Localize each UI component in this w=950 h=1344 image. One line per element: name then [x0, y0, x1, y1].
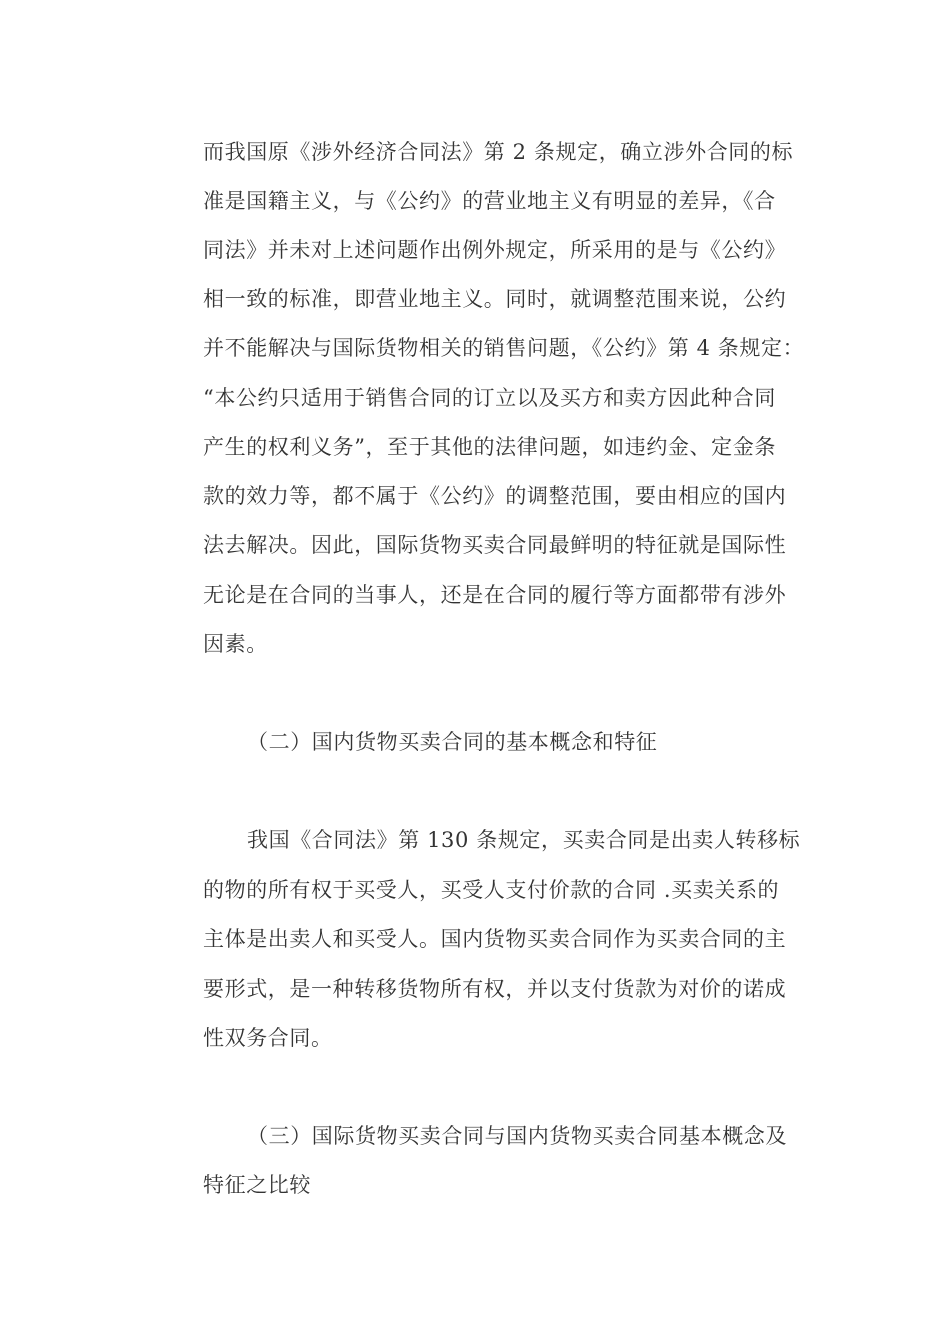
paragraph-line: 款的效力等，都不属于《公约》的调整范围，要由相应的国内 — [203, 484, 787, 508]
paragraph-line: “本公约只适用于销售合同的订立以及买方和卖方因此种合同 — [203, 386, 776, 410]
paragraph-line: 我国《合同法》第 130 条规定，买卖合同是出卖人转移标 — [247, 828, 801, 852]
paragraph-line: 法去解决。因此，国际货物买卖合同最鲜明的特征就是国际性 — [203, 533, 787, 557]
paragraph-line: 产生的权利义务”，至于其他的法律问题，如违约金、定金条 — [203, 435, 776, 459]
paragraph-line: 并不能解决与国际货物相关的销售问题，《公约》第 4 条规定： — [203, 336, 805, 360]
paragraph-line: 准是国籍主义，与《公约》的营业地主义有明显的差异，《合 — [203, 189, 776, 213]
paragraph-line: 要形式，是一种转移货物所有权，并以支付货款为对价的诺成 — [203, 977, 787, 1001]
paragraph-line: 无论是在合同的当事人，还是在合同的履行等方面都带有涉外 — [203, 583, 787, 607]
paragraph-line: 主体是出卖人和买受人。国内货物买卖合同作为买卖合同的主 — [203, 927, 787, 951]
section-heading-continued: 特征之比较 — [203, 1173, 311, 1197]
section-heading: （三）国际货物买卖合同与国内货物买卖合同基本概念及 — [247, 1124, 787, 1148]
paragraph-line: 因素。 — [203, 632, 268, 656]
paragraph-line: 而我国原《涉外经济合同法》第 2 条规定，确立涉外合同的标 — [203, 140, 794, 164]
paragraph-line: 的物的所有权于买受人，买受人支付价款的合同 .买卖关系的 — [203, 878, 780, 902]
paragraph-line: 同法》并未对上述问题作出例外规定，所采用的是与《公约》 — [203, 238, 787, 262]
paragraph-line: 相一致的标准，即营业地主义。同时，就调整范围来说，公约 — [203, 287, 787, 311]
section-heading: （二）国内货物买卖合同的基本概念和特征 — [247, 730, 658, 754]
paragraph-line: 性双务合同。 — [203, 1026, 333, 1050]
